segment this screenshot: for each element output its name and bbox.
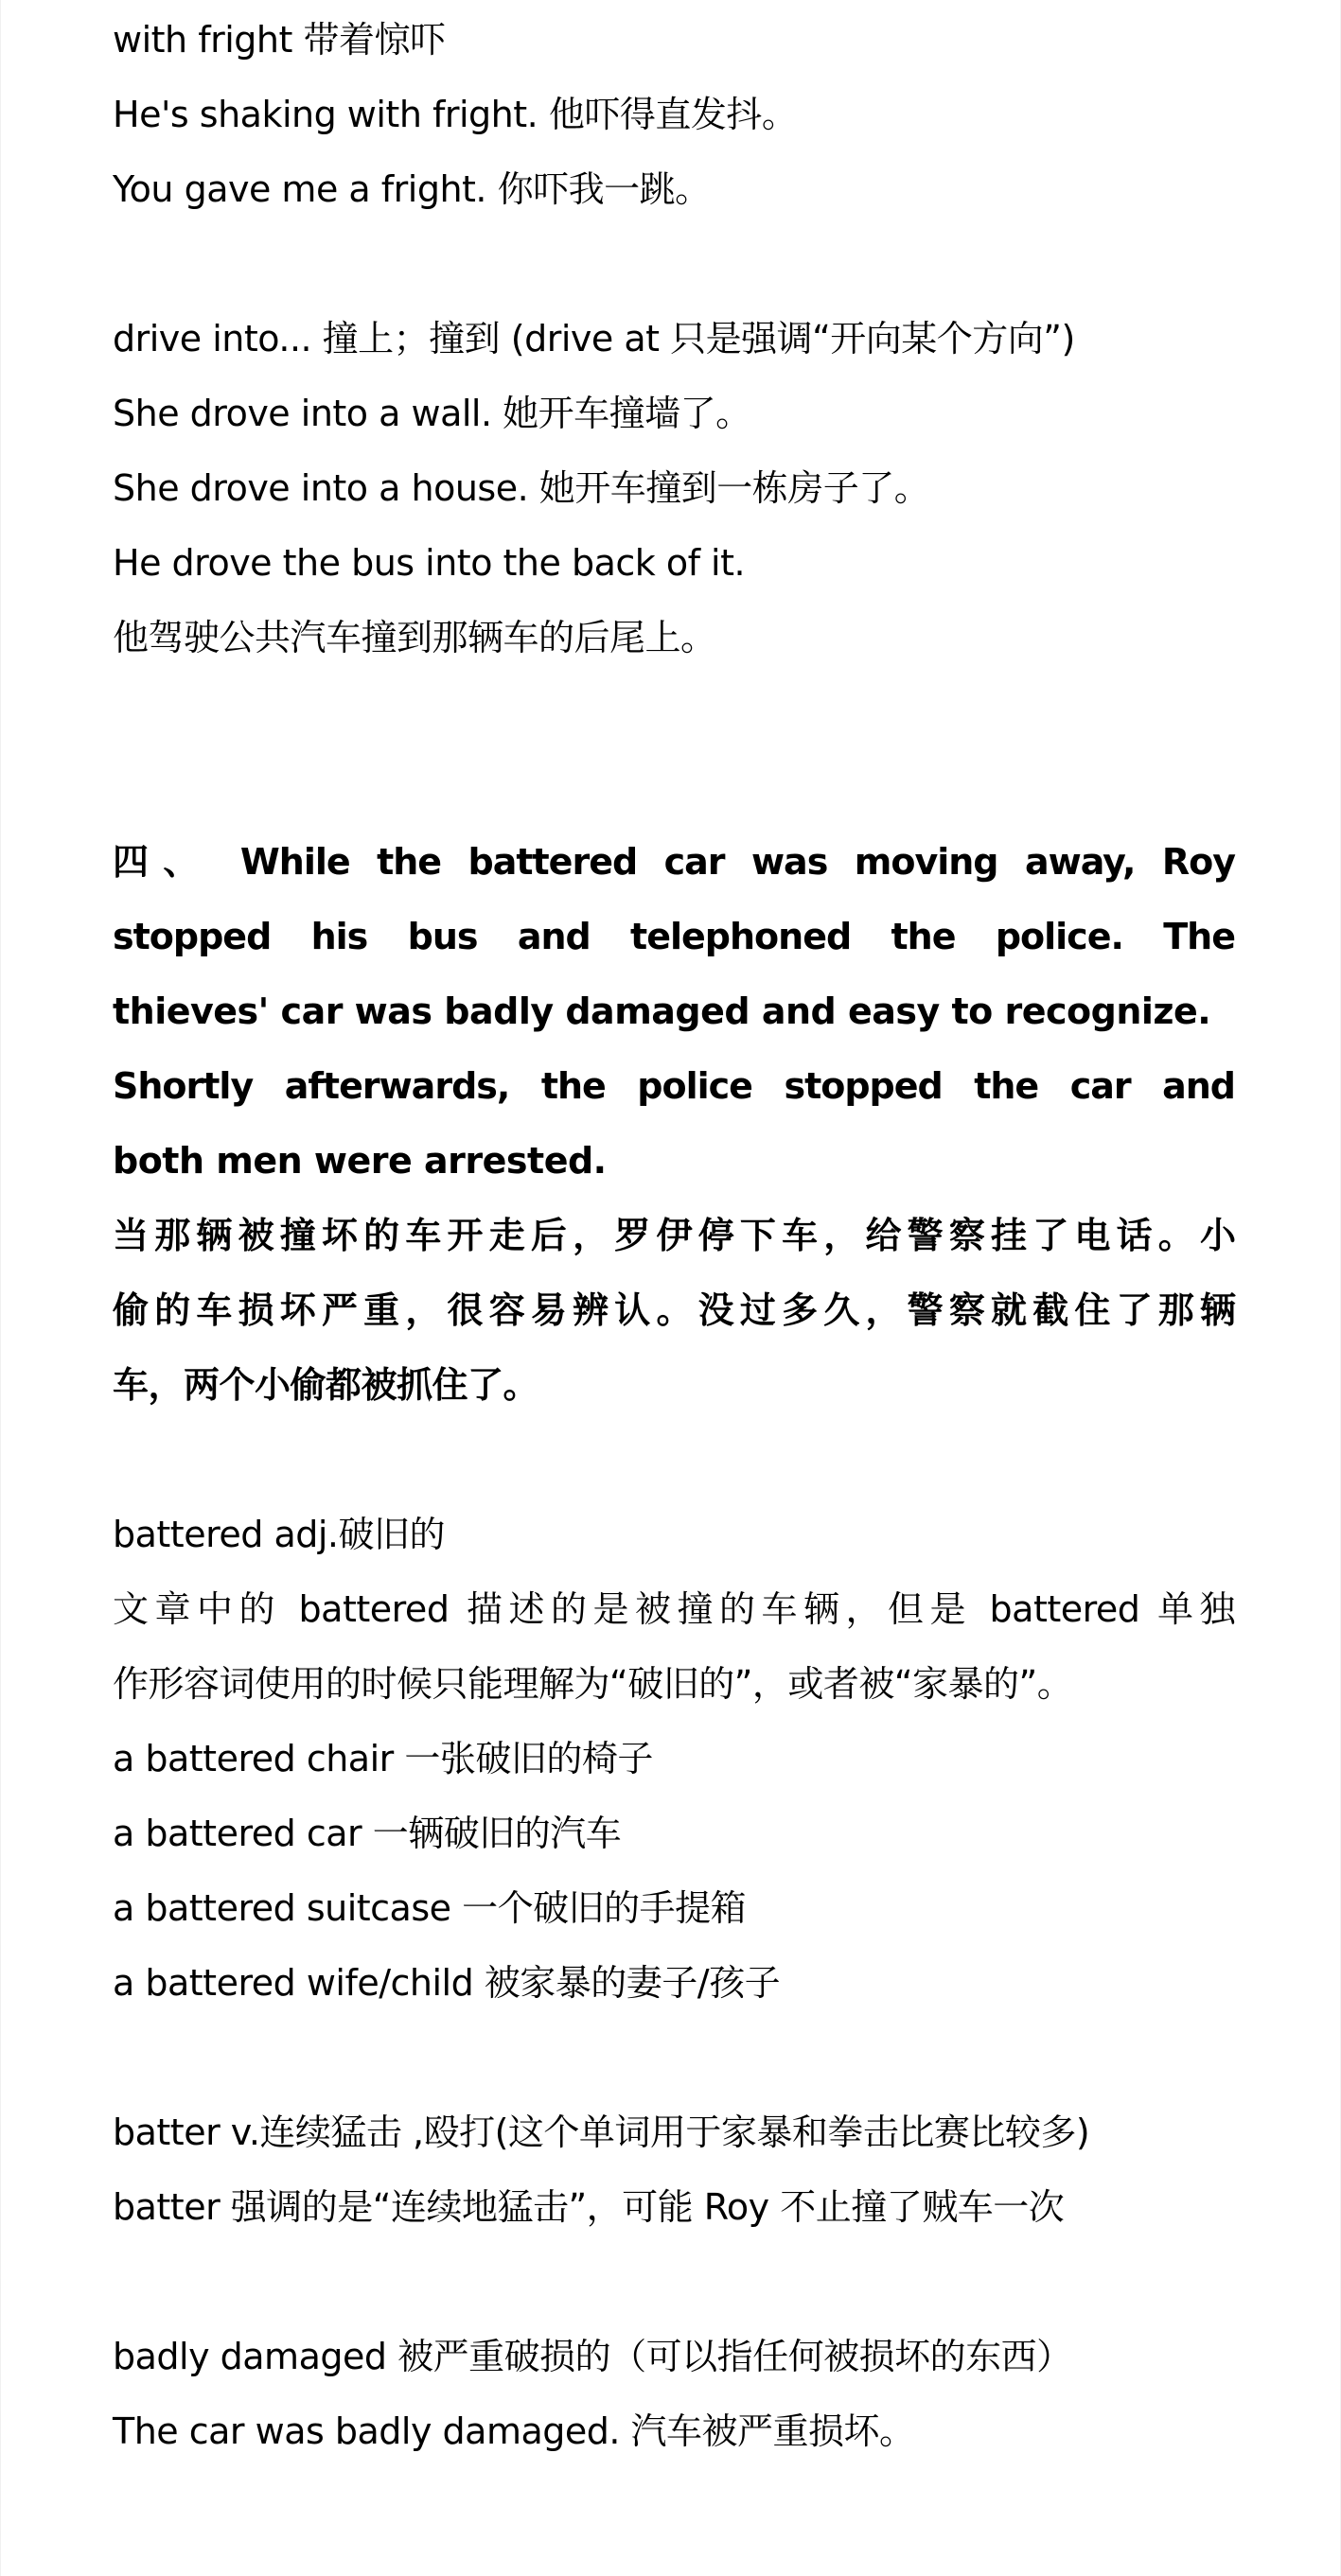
vocab-batter-verb: batter v.连续猛击 ,殴打(这个单词用于家暴和拳击比赛比较多): [113, 2112, 1090, 2153]
example-car-badly-damaged: The car was badly damaged. 汽车被严重损坏。: [113, 2410, 915, 2452]
note-battered-line-1: 文章中的 battered 描述的是被撞的车辆，但是 battered 单独: [113, 1588, 1235, 1630]
section-four-heading-line-5: both men were arrested.: [113, 1140, 607, 1182]
example-battered-car: a battered car 一辆破旧的汽车: [113, 1813, 622, 1854]
example-battered-chair: a battered chair 一张破旧的椅子: [113, 1738, 653, 1779]
example-gave-me-a-fright: You gave me a fright. 你吓我一跳。: [113, 168, 711, 210]
note-batter-emphasis: batter 强调的是“连续地猛击”，可能 Roy 不止撞了贼车一次: [113, 2186, 1065, 2228]
phrase-drive-into: drive into... 撞上；撞到 (drive at 只是强调“开向某个方向”): [113, 318, 1075, 359]
phrase-badly-damaged: badly damaged 被严重破损的（可以指任何被损坏的东西）: [113, 2336, 1072, 2377]
example-battered-suitcase: a battered suitcase 一个破旧的手提箱: [113, 1887, 747, 1929]
example-drove-into-house: She drove into a house. 她开车撞到一栋房子了。: [113, 467, 930, 509]
section-four-translation-line-2: 偷的车损坏严重，很容易辨认。没过多久，警察就截住了那辆: [113, 1289, 1235, 1331]
example-drove-bus-translation: 他驾驶公共汽车撞到那辆车的后尾上。: [113, 617, 716, 658]
example-battered-wife-child: a battered wife/child 被家暴的妻子/孩子: [113, 1962, 781, 2004]
phrase-with-fright: with fright 带着惊吓: [113, 19, 446, 61]
section-four-translation-line-1: 当那辆被撞坏的车开走后，罗伊停下车，给警察挂了电话。小: [113, 1215, 1235, 1256]
section-four-heading-line-3: thieves' car was badly damaged and easy to recognize.: [113, 990, 1211, 1032]
example-drove-bus-into-back: He drove the bus into the back of it.: [113, 542, 746, 584]
section-four-translation-line-3: 车，两个小偷都被抓住了。: [113, 1364, 539, 1406]
section-four-heading-line-2: stopped his bus and telephoned the police. The: [113, 916, 1235, 957]
vocab-battered-adj: battered adj.破旧的: [113, 1514, 445, 1555]
example-shaking-with-fright: He's shaking with fright. 他吓得直发抖。: [113, 94, 798, 135]
section-four-heading-line-4: Shortly afterwards, the police stopped the car and: [113, 1065, 1235, 1107]
example-drove-into-wall: She drove into a wall. 她开车撞墙了。: [113, 393, 751, 434]
section-four-heading-line-1: 四、 While the battered car was moving away, Roy: [113, 841, 1235, 883]
note-battered-line-2: 作形容词使用的时候只能理解为“破旧的”，或者被“家暴的”。: [113, 1663, 1073, 1705]
